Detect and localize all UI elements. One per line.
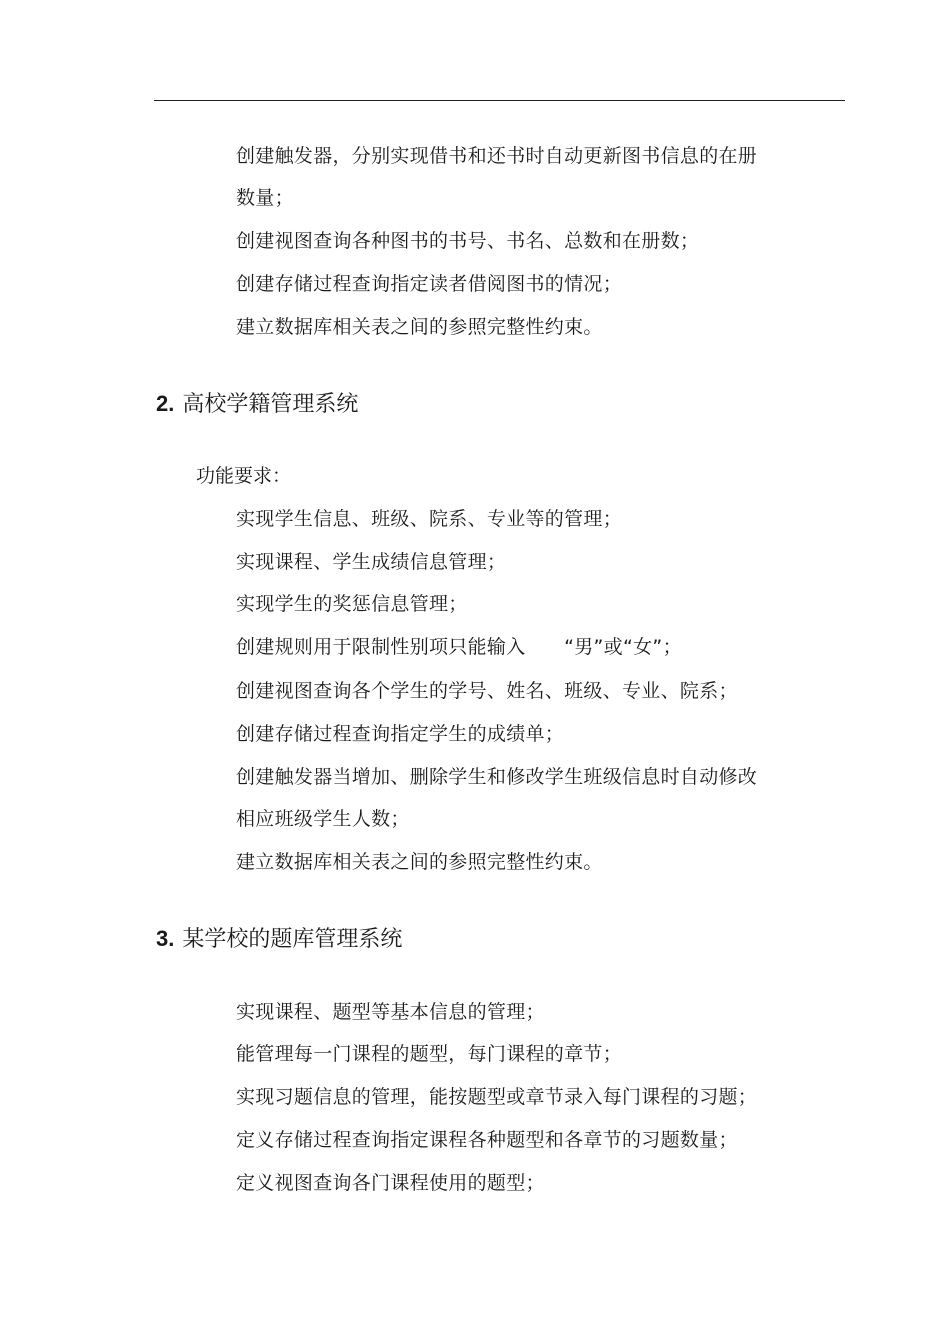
list-item: 创建规则用于限制性别项只能输入 “男”或“女”； [236,636,682,658]
list-item: 建立数据库相关表之间的参照完整性约束。 [236,851,603,873]
list-item: 数量； [236,187,294,209]
list-item: 创建触发器，分别实现借书和还书时自动更新图书信息的在册 [236,145,758,167]
section-heading [156,925,402,954]
list-item: 实现学生信息、班级、院系、专业等的管理； [236,508,623,530]
header-rule [154,100,845,101]
list-item: 实现习题信息的管理，能按题型或章节录入每门课程的习题； [236,1086,758,1108]
subheading: 功能要求： [196,465,292,487]
section-heading [156,390,358,419]
list-item: 创建存储过程查询指定读者借阅图书的情况； [236,273,623,295]
list-item: 实现学生的奖惩信息管理； [236,593,468,615]
list-item: 建立数据库相关表之间的参照完整性约束。 [236,316,603,338]
list-item: 创建存储过程查询指定学生的成绩单； [236,723,565,745]
section-title: 高校学籍管理系统 [182,392,359,417]
list-item: 能管理每一门课程的题型，每门课程的章节； [236,1043,623,1065]
list-item: 相应班级学生人数； [236,808,410,830]
list-item: 创建视图查询各个学生的学号、姓名、班级、专业、院系； [236,680,738,702]
list-item: 定义存储过程查询指定课程各种题型和各章节的习题数量； [236,1129,738,1151]
list-item: 创建触发器当增加、删除学生和修改学生班级信息时自动修改 [236,766,758,788]
section-number: 3. [156,926,175,951]
list-item: 定义视图查询各门课程使用的题型； [236,1172,545,1194]
list-item: 实现课程、题型等基本信息的管理； [236,1001,545,1023]
list-item: 实现课程、学生成绩信息管理； [236,551,507,573]
section-number: 2. [156,391,175,416]
list-item: 创建视图查询各种图书的书号、书名、总数和在册数； [236,230,700,252]
section-title: 某学校的题库管理系统 [182,927,403,952]
